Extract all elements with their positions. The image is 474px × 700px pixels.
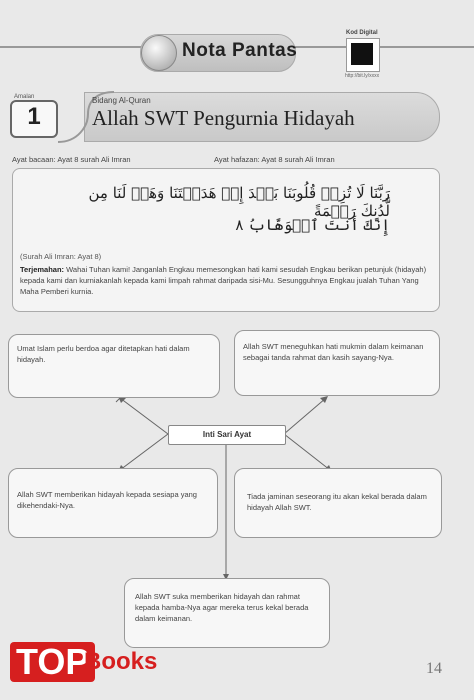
memorise-verse: Ayat hafazan: Ayat 8 surah Ali Imran [214, 155, 335, 164]
point-mid-right: Tiada jaminan seseorang itu akan kekal berada dalam hidayah Allah SWT. [247, 492, 427, 512]
header-title: Nota Pantas [182, 40, 298, 61]
translation-label: Terjemahan: [20, 265, 65, 274]
center-label: Inti Sari Ayat [168, 425, 286, 445]
logo-books: Books [84, 648, 158, 675]
qr-label: Kod Digital [346, 30, 378, 36]
logo-top: TOP [10, 642, 95, 682]
point-box-mid-right [234, 468, 442, 538]
verse-line-1: رَبَّنَا لَا تُزِغۡ قُلُوبَنَا بَعۡدَ إِذۡ هَدَيۡتَنَا وَهَبۡ لَنَا مِن لَّدُنكَ رَحۡمَةً [88, 184, 390, 220]
qr-sub-label: http://bit.ly/xxxx [345, 73, 380, 79]
point-box-top-left [8, 334, 220, 398]
page-number: 14 [426, 660, 442, 677]
reading-verse: Ayat bacaan: Ayat 8 surah Ali Imran [12, 155, 131, 164]
practice-number: 1 [27, 103, 41, 130]
point-box-mid-left [8, 468, 218, 538]
verse-line-2: إِنَّكَ أَنتَ ٱلۡوَهَّابُ ٨ [235, 216, 390, 234]
point-bottom: Allah SWT suka memberikan hidayah dan rahmat kepada hamba-Nya agar mereka terus kekal berada dalam keimanan. [135, 592, 309, 623]
lesson-title: Allah SWT Pengurnia Hidayah [92, 106, 355, 130]
verse-reference: (Surah Ali Imran: Ayat 8) [20, 252, 102, 261]
point-box-top-right [234, 330, 440, 396]
translation-text: Wahai Tuhan kami! Janganlah Engkau memesongkan hati kami sesudah Engkau berikan petunjuk (hidayah) kepada kami dan kurniakanlah kepada kami limpah rahmat daripada sisi-Mu. Sesungguhnya Engkau jualah Tuhan Yang Maha Pemberi kurnia. [20, 265, 427, 296]
point-top-right: Allah SWT meneguhkan hati mukmin dalam keimanan sebagai tanda rahmat dan kasih sayang-Nya. [243, 342, 424, 362]
lesson-subject: Bidang Al-Quran [92, 96, 151, 105]
connector-mid-right [284, 434, 330, 470]
point-box-bottom [124, 578, 330, 648]
point-top-left: Umat Islam perlu berdoa agar ditetapkan hati dalam hidayah. [17, 344, 190, 364]
connector-top-left [120, 398, 168, 434]
connector-mid-left [120, 434, 168, 470]
practice-label: Amalan [14, 94, 35, 100]
connector-top-right [284, 398, 326, 434]
point-mid-left: Allah SWT memberikan hidayah kepada sesiapa yang dikehendaki-Nya. [17, 490, 197, 510]
